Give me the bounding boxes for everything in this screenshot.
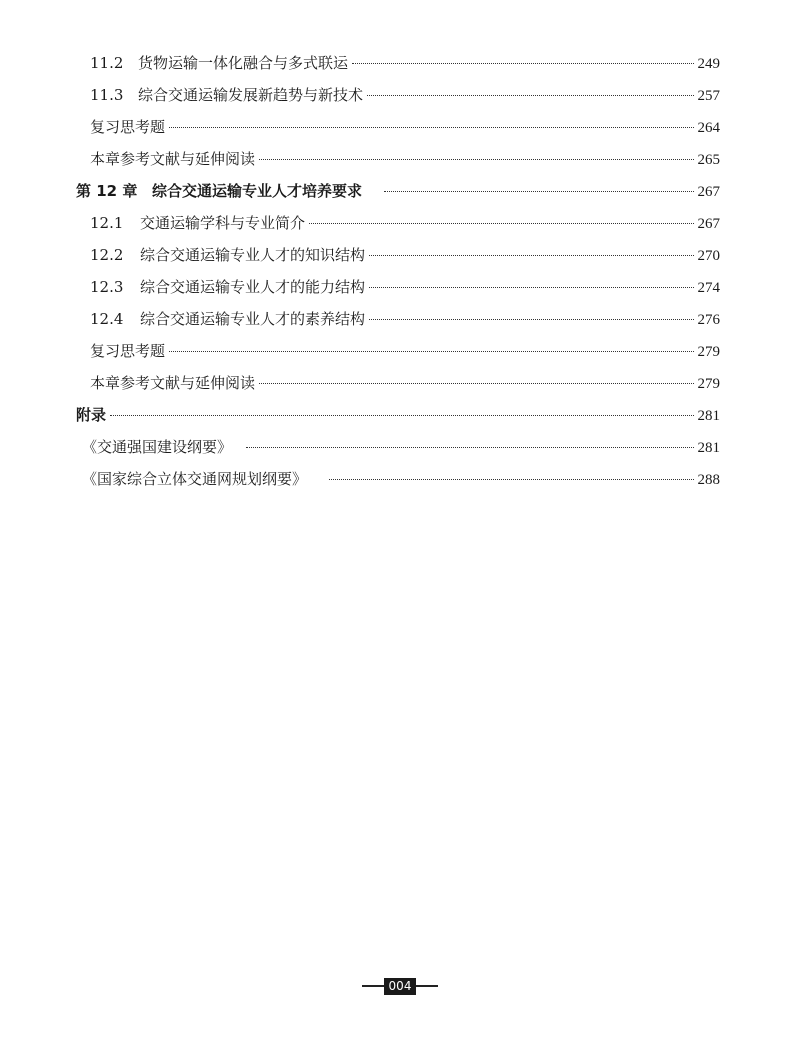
dot-leader — [259, 383, 693, 384]
appendix-title: 附录 — [76, 406, 107, 424]
entry-title: 综合交通运输专业人才的知识结构 — [140, 246, 366, 264]
dot-leader — [369, 319, 693, 320]
entry-title: 货物运输一体化融合与多式联运 — [138, 54, 349, 72]
toc-entry[interactable] — [90, 373, 720, 394]
chapter-title: 综合交通运输专业人才培养要求 — [152, 182, 363, 200]
section-number: 12.3 — [90, 278, 124, 296]
section-number: 12.4 — [90, 310, 124, 328]
dot-leader — [246, 447, 693, 448]
section-number: 12.2 — [90, 246, 124, 264]
footer-rule-left — [362, 985, 384, 987]
dot-leader — [169, 127, 693, 128]
entry-title: 《交通强国建设纲要》 — [82, 438, 233, 456]
entry-title: 本章参考文献与延伸阅读 — [90, 150, 256, 168]
page-number: 281 — [697, 440, 720, 456]
entry-title: 本章参考文献与延伸阅读 — [90, 374, 256, 392]
dot-leader — [110, 415, 693, 416]
toc-entry[interactable] — [90, 53, 720, 74]
dot-leader — [309, 223, 693, 224]
page-number: 276 — [697, 312, 720, 328]
page-number: 257 — [697, 88, 720, 104]
page-number: 265 — [697, 152, 720, 168]
page-number: 279 — [697, 344, 720, 360]
page-number: 274 — [697, 280, 720, 296]
toc-entry[interactable] — [90, 85, 720, 106]
dot-leader — [259, 159, 693, 160]
dot-leader — [352, 63, 693, 64]
section-number: 12.1 — [90, 214, 124, 232]
entry-title: 综合交通运输专业人才的能力结构 — [140, 278, 366, 296]
entry-title: 交通运输学科与专业简介 — [140, 214, 306, 232]
dot-leader — [367, 95, 693, 96]
footer-page-number: 004 — [384, 978, 417, 995]
page-number: 267 — [697, 184, 720, 200]
page-number: 279 — [697, 376, 720, 392]
dot-leader — [369, 287, 693, 288]
dot-leader — [169, 351, 693, 352]
toc-entry[interactable] — [82, 469, 720, 490]
entry-title: 综合交通运输专业人才的素养结构 — [140, 310, 366, 328]
page-number: 270 — [697, 248, 720, 264]
page-number: 281 — [697, 408, 720, 424]
toc-entry[interactable] — [90, 277, 720, 298]
dot-leader — [384, 191, 693, 192]
toc-chapter-entry[interactable] — [76, 181, 720, 202]
toc-entry[interactable] — [90, 149, 720, 170]
entry-title: 《国家综合立体交通网规划纲要》 — [82, 470, 308, 488]
toc-entry[interactable] — [82, 437, 720, 458]
page-number: 288 — [697, 472, 720, 488]
page-number: 267 — [697, 216, 720, 232]
toc-entry[interactable] — [90, 213, 720, 234]
page-footer — [360, 976, 440, 996]
entry-title: 综合交通运输发展新趋势与新技术 — [138, 86, 364, 104]
entry-title: 复习思考题 — [90, 118, 166, 136]
toc-entry[interactable] — [90, 309, 720, 330]
page-number: 249 — [697, 56, 720, 72]
page-number: 264 — [697, 120, 720, 136]
entry-title: 复习思考题 — [90, 342, 166, 360]
section-number: 11.2 — [90, 54, 124, 72]
dot-leader — [329, 479, 693, 480]
toc-appendix-entry[interactable] — [76, 405, 720, 426]
dot-leader — [369, 255, 693, 256]
footer-rule-right — [416, 985, 438, 987]
chapter-number: 第 12 章 — [76, 182, 138, 200]
toc-entry[interactable] — [90, 245, 720, 266]
toc-entry[interactable] — [90, 341, 720, 362]
section-number: 11.3 — [90, 86, 124, 104]
toc-entry[interactable] — [90, 117, 720, 138]
